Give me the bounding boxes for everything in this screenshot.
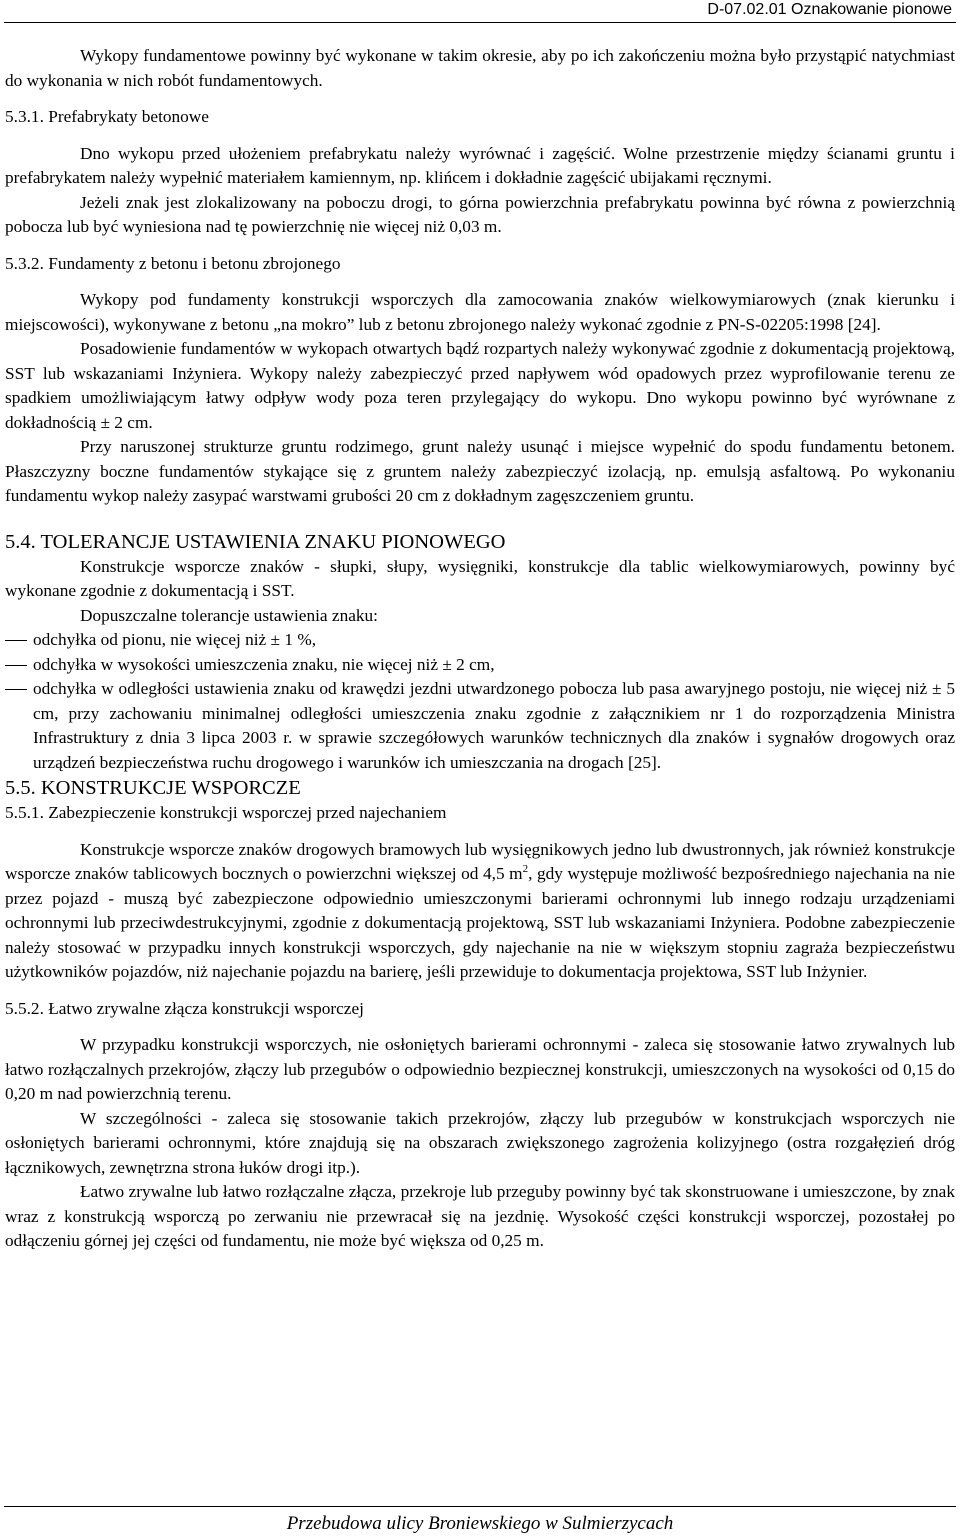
footer-divider [4,1506,956,1507]
subsection-heading-5-5-2: 5.5.2. Łatwo zrywalne złącza konstrukcji wsporczej [5,998,364,1018]
subsection-heading-5-5-1: 5.5.1. Zabezpieczenie konstrukcji wsporczej przed najechaniem [5,803,447,822]
paragraph-text-part: Konstrukcje wsporcze znaków drogowych bramowych lub wysięgnikowych jedno lub dwustronnych, jak również konstrukcje wsporcze znaków tablicowych bocznych o powierzchni większej od 4,5 m [5,839,955,883]
paragraph-support-structures: Konstrukcje wsporcze znaków - słupki, słupy, wysięgniki, konstrukcje dla tablic wielkowymiarowych, powinny być wykonane zgodnie z dokumentacją i SST. [5,556,955,600]
list-item-text: odchyłka w odległości ustawienia znaku od krawędzi jezdni utwardzonego pobocza lub pasa awaryjnego postoju, nie więcej niż ± 5 cm, przy zachowaniu minimalnej odległości umieszczenia znaku zgodnie z załącznikiem nr 1 do rozporządzenia Ministra Infrastruktury z dnia 3 lipca 2003 r. w sprawie szczegółowych warunków technicznych dla znaków i sygnałów drogowych oraz urządzeń bezpieczeństwa ruchu drogowego i warunków ich umieszczania na drogach [25]. [33,679,955,772]
header-divider [4,22,956,23]
tolerance-list [5,628,955,775]
paragraph-text-part: , gdy występuje możliwość bezpośredniego najechania na nie przez pojazd - muszą być zabezpieczone odpowiednio umieszczonymi barierami ochronnymi lub innego rodzaju urządzeniami ochronnymi lub przeciwdestrukcyjnymi, zgodnie z dokumentacją projektową, SST lub wskazaniami Inżyniera. Podobne zabezpieczenie należy stosować w przypadku innych konstrukcji wsporczych, gdy najechanie na nie w większym stopniu zagraża bezpieczeństwu użytkowników pojazdów, niż najechanie pojazdu na barierę, jeśli przewiduje to dokumentacja projektowa, SST lub Inżynier. [5,864,956,981]
section-heading-5-4: 5.4. TOLERANCJE USTAWIENIA ZNAKU PIONOWEGO [5,530,506,553]
document-body [5,44,955,1254]
list-item [5,628,955,653]
section-heading-5-5: 5.5. KONSTRUKCJE WSPORCZE [5,777,301,799]
paragraph-collision-zones: W szczególności - zaleca się stosowanie takich przekrojów, złączy lub przegubów w konstrukcjach wsporczych nie osłoniętych barierami ochronnymi, które znajdują się na obszarach zwiększonego zagrożenia kolizyjnego (ostra rozgałęzień dróg łącznikowych, zewnętrzna strona łuków drogi itp.). [5,1108,955,1177]
paragraph-prefab-shoulder: Jeżeli znak jest zlokalizowany na poboczu drogi, to górna powierzchnia prefabrykatu powinna być równa z powierzchnią pobocza lub być wyniesiona nad tę powierzchnię nie więcej niż 0,03 m. [5,192,955,236]
subsection-heading-5-3-1: 5.3.1. Prefabrykaty betonowe [5,107,209,126]
paragraph-collision-protection [5,838,955,985]
list-item [5,677,955,775]
paragraph-foundation-timing: Wykopy fundamentowe powinny być wykonane w takim okresie, aby po ich zakończeniu można było przystąpić natychmiast do wykonania w nich robót fundamentowych. [5,46,955,90]
list-item-text: odchyłka w wysokości umieszczenia znaku, nie więcej niż ± 2 cm, [33,654,495,674]
paragraph-breakaway-joints: W przypadku konstrukcji wsporczych, nie osłoniętych barierami ochronnymi - zaleca się stosowanie łatwo zrywalnych lub łatwo rozłączalnych przekrojów, złączy lub przegubów o odpowiednio bezpiecznej konstrukcji, umieszczonych na wysokości od 0,15 do 0,20 m nad powierzchnią terenu. [5,1035,955,1103]
page-footer [0,1512,960,1536]
list-item-text: odchyłka od pionu, nie więcej niż ± 1 %, [33,630,317,649]
paragraph-concrete-excavation: Wykopy pod fundamenty konstrukcji wsporczych dla zamocowania znaków wielkowymiarowych (znak kierunku i miejscowości), wykonywane z betonu „na mokro” lub z betonu zbrojonego należy wykonać zgodnie z PN-S-02205:1998 [24]. [5,290,955,334]
page-header [0,0,960,22]
paragraph-joint-design: Łatwo zrywalne lub łatwo rozłączalne złącza, przekroje lub przeguby powinny być tak skonstruowane i umieszczone, by znak wraz z konstrukcją wsporczą po zerwaniu nie przewracał się na jezdnię. Wysokość części konstrukcji wsporczej, pozostałej po odłączeniu górnej jej części od fundamentu, nie może być większa od 0,25 m. [5,1182,955,1250]
superscript-2: 2 [522,863,529,876]
paragraph-tolerances-intro: Dopuszczalne tolerancje ustawienia znaku: [80,605,378,625]
paragraph-foundation-placement: Posadowienie fundamentów w wykopach otwartych bądź rozpartych należy wykonywać zgodnie z dokumentacją projektową, SST lub wskazaniami Inżyniera. Wykopy należy zabezpieczyć przed napływem wód opadowych przez wyprofilowanie terenu ze spadkiem umożliwiającym łatwy odpływ wody poza teren przylegający do wykopu. Dno wykopu powinno być wyrównane z dokładnością ± 2 cm. [5,339,955,432]
subsection-heading-5-3-2: 5.3.2. Fundamenty z betonu i betonu zbrojonego [5,253,341,273]
paragraph-prefab-leveling: Dno wykopu przed ułożeniem prefabrykatu należy wyrównać i zagęścić. Wolne przestrzenie między ścianami gruntu i prefabrykatem należy wypełnić materiałem kamiennym, np. klińcem i dokładnie zagęścić ubijakami ręcznymi. [5,143,955,187]
paragraph-disturbed-soil: Przy naruszonej strukturze gruntu rodzimego, grunt należy usunąć i miejsce wypełnić do spodu fundamentu betonem. Płaszczyzny boczne fundamentów stykające się z gruntem należy zabezpieczyć izolacją, np. emulsją asfaltową. Po wykonaniu fundamentu wykop należy zasypać warstwami grubości 20 cm z dokładnym zagęszczeniem gruntu. [5,437,955,505]
document-code: D-07.02.01 Oznakowanie pionowe [707,1,952,18]
list-item [5,653,955,678]
project-title: Przebudowa ulicy Broniewskiego w Sulmierzycach [286,1513,674,1534]
